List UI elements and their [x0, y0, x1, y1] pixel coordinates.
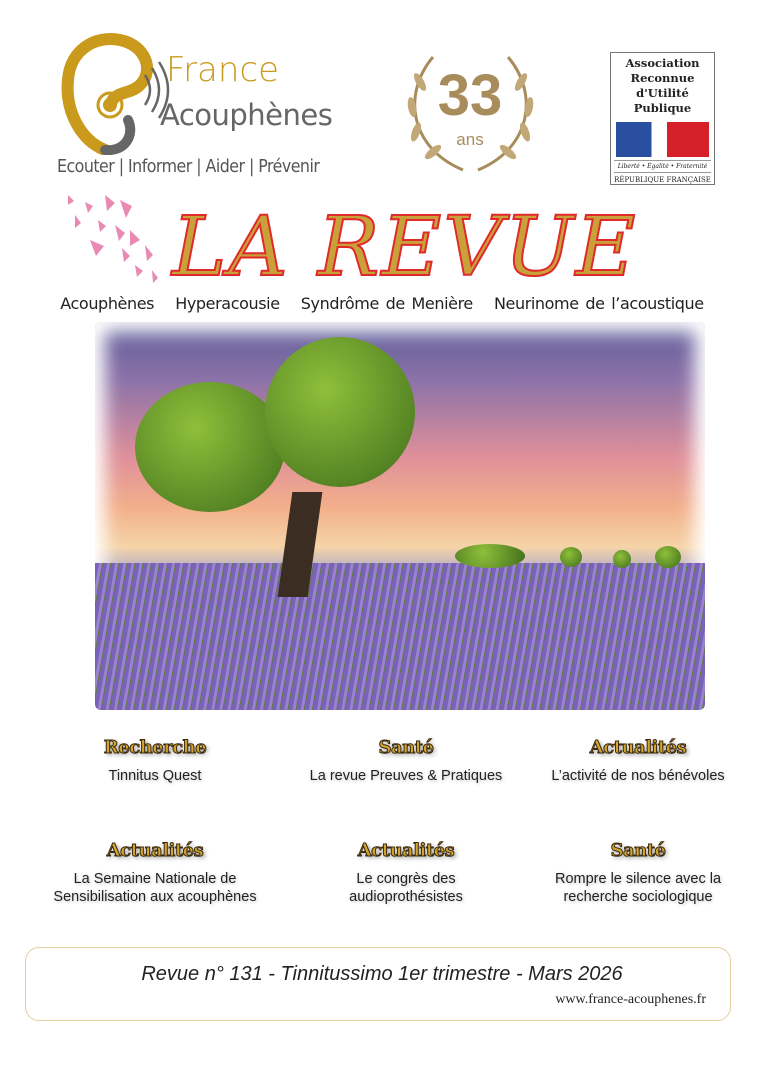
- issue-info: Revue n° 131 - Tinnitussimo 1er trimestre - Mars 2026: [141, 963, 623, 985]
- tagline: Ecouter | Informer | Aider | Prévenir: [57, 156, 320, 177]
- badge-line: Association: [625, 56, 700, 70]
- subject: Syndrôme de Menière: [300, 294, 473, 313]
- lavender-field: [95, 563, 705, 710]
- association-badge: [610, 52, 715, 185]
- butterflies-decoration-icon: [60, 190, 170, 290]
- article-teaser[interactable]: [281, 737, 531, 785]
- article-teaser[interactable]: [30, 840, 280, 906]
- website-link[interactable]: www.france-acouphenes.fr: [555, 992, 706, 1007]
- tree-foliage: [135, 382, 285, 512]
- distant-tree: [655, 546, 681, 568]
- article-teaser[interactable]: [30, 737, 280, 785]
- distant-tree: [560, 547, 582, 567]
- badge-line: Reconnue: [630, 71, 695, 85]
- article-category: Santé: [610, 840, 666, 861]
- article-category: Actualités: [106, 840, 204, 861]
- article-teaser[interactable]: [513, 737, 763, 785]
- article-teaser[interactable]: [513, 840, 763, 906]
- anniversary-number: 33: [437, 63, 503, 128]
- badge-republic: RÉPUBLIQUE FRANÇAISE: [614, 176, 711, 184]
- article-category: Recherche: [103, 737, 207, 758]
- article-title: La revue Preuves & Pratiques: [309, 768, 503, 784]
- distant-tree: [613, 550, 631, 568]
- badge-line: d'Utilité: [636, 86, 689, 100]
- article-category: Actualités: [589, 737, 687, 758]
- brand-name-line1: France: [166, 50, 280, 90]
- article-title: L’activité de nos bénévoles: [551, 768, 725, 784]
- subject: Acouphènes: [60, 294, 155, 313]
- anniversary-unit: ans: [456, 130, 484, 149]
- article-category: Santé: [378, 737, 434, 758]
- article-teaser[interactable]: [281, 840, 531, 906]
- ear-logo-icon: [60, 30, 170, 155]
- article-title: Rompre le silence avec la recherche sociologique: [554, 871, 722, 905]
- article-title: Tinnitus Quest: [108, 768, 202, 784]
- cover-photo-lavender-field: [95, 322, 705, 710]
- distant-tree: [455, 544, 525, 568]
- badge-line: Publique: [633, 101, 692, 115]
- subject: Neurinome de l’acoustique: [493, 294, 704, 313]
- subject: Hyperacousie: [175, 294, 280, 313]
- article-title: Le congrès des audioprothésistes: [349, 871, 463, 905]
- masthead-subjects: [0, 294, 764, 313]
- tree-foliage: [265, 337, 415, 487]
- article-category: Actualités: [357, 840, 455, 861]
- badge-motto: Liberté • Égalité • Fraternité: [614, 160, 711, 173]
- article-title: La Semaine Nationale de Sensibilisation aux acouphènes: [53, 871, 257, 905]
- brand-name-line2: Acouphènes: [160, 98, 333, 132]
- marianne-flag-icon: [616, 122, 709, 157]
- masthead-title: LA REVUE: [172, 200, 638, 295]
